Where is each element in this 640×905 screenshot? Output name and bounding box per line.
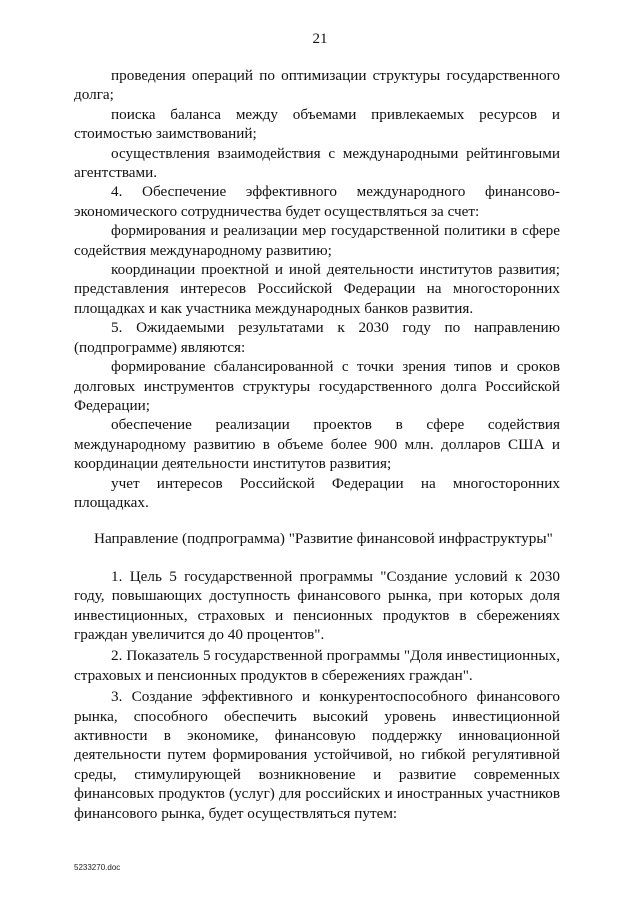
paragraph: 4. Обеспечение эффективного международного финансово-экономического сотрудничества будет осуществляться за счет:	[74, 183, 560, 220]
footer-filename: 5233270.doc	[74, 863, 121, 872]
paragraph: формирование сбалансированной с точки зрения типов и сроков долговых инструментов структуры государственного долга Российской Федерации;	[74, 358, 560, 414]
paragraph: обеспечение реализации проектов в сфере содействия международному развитию в объеме более 900 млн. долларов США и координации деятельности институтов развития;	[74, 416, 560, 473]
paragraph: координации проектной и иной деятельности институтов развития; представления интересов Российской Федерации на многосторонних площадках и как участника международных банков развития.	[74, 261, 560, 317]
paragraph: осуществления взаимодействия с международными рейтинговыми агентствами.	[74, 144, 560, 182]
paragraph: учет интересов Российской Федерации на многосторонних площадках.	[74, 474, 560, 511]
section-heading: Направление (подпрограмма) "Развитие финансовой инфраструктуры"	[94, 530, 553, 548]
page-number: 21	[312, 31, 328, 47]
document-body	[74, 66, 560, 823]
paragraph: формирования и реализации мер государственной политики в сфере содействия международному развитию;	[74, 222, 560, 259]
paragraph: 1. Цель 5 государственной программы "Создание условий к 2030 году, повышающих доступность финансового рынка, при которых доля инвестиционных, страховых и пенсионных продуктов в сбережениях граждан увеличится до 40 процентов".	[74, 567, 560, 643]
paragraph: 3. Создание эффективного и конкурентоспособного финансового рынка, способного обеспечить высокий уровень инвестиционной активности в экономике, финансовую поддержку инновационной деятельности путем формирования устойчивой, но гибкой регулятивной среды, стимулирующей возникновение и развитие современных финансовых продуктов (услуг) для российских и иностранных участников финансового рынка, будет осуществляться путем:	[74, 688, 560, 822]
paragraph: поиска баланса между объемами привлекаемых ресурсов и стоимостью заимствований;	[74, 105, 560, 143]
paragraph: проведения операций по оптимизации структуры государственного долга;	[74, 67, 560, 104]
paragraph: 5. Ожидаемыми результатами к 2030 году по направлению (подпрограмме) являются:	[74, 319, 560, 356]
paragraph: 2. Показатель 5 государственной программы "Доля инвестиционных, страховых и пенсионных продуктов в сбережениях граждан".	[74, 647, 560, 684]
